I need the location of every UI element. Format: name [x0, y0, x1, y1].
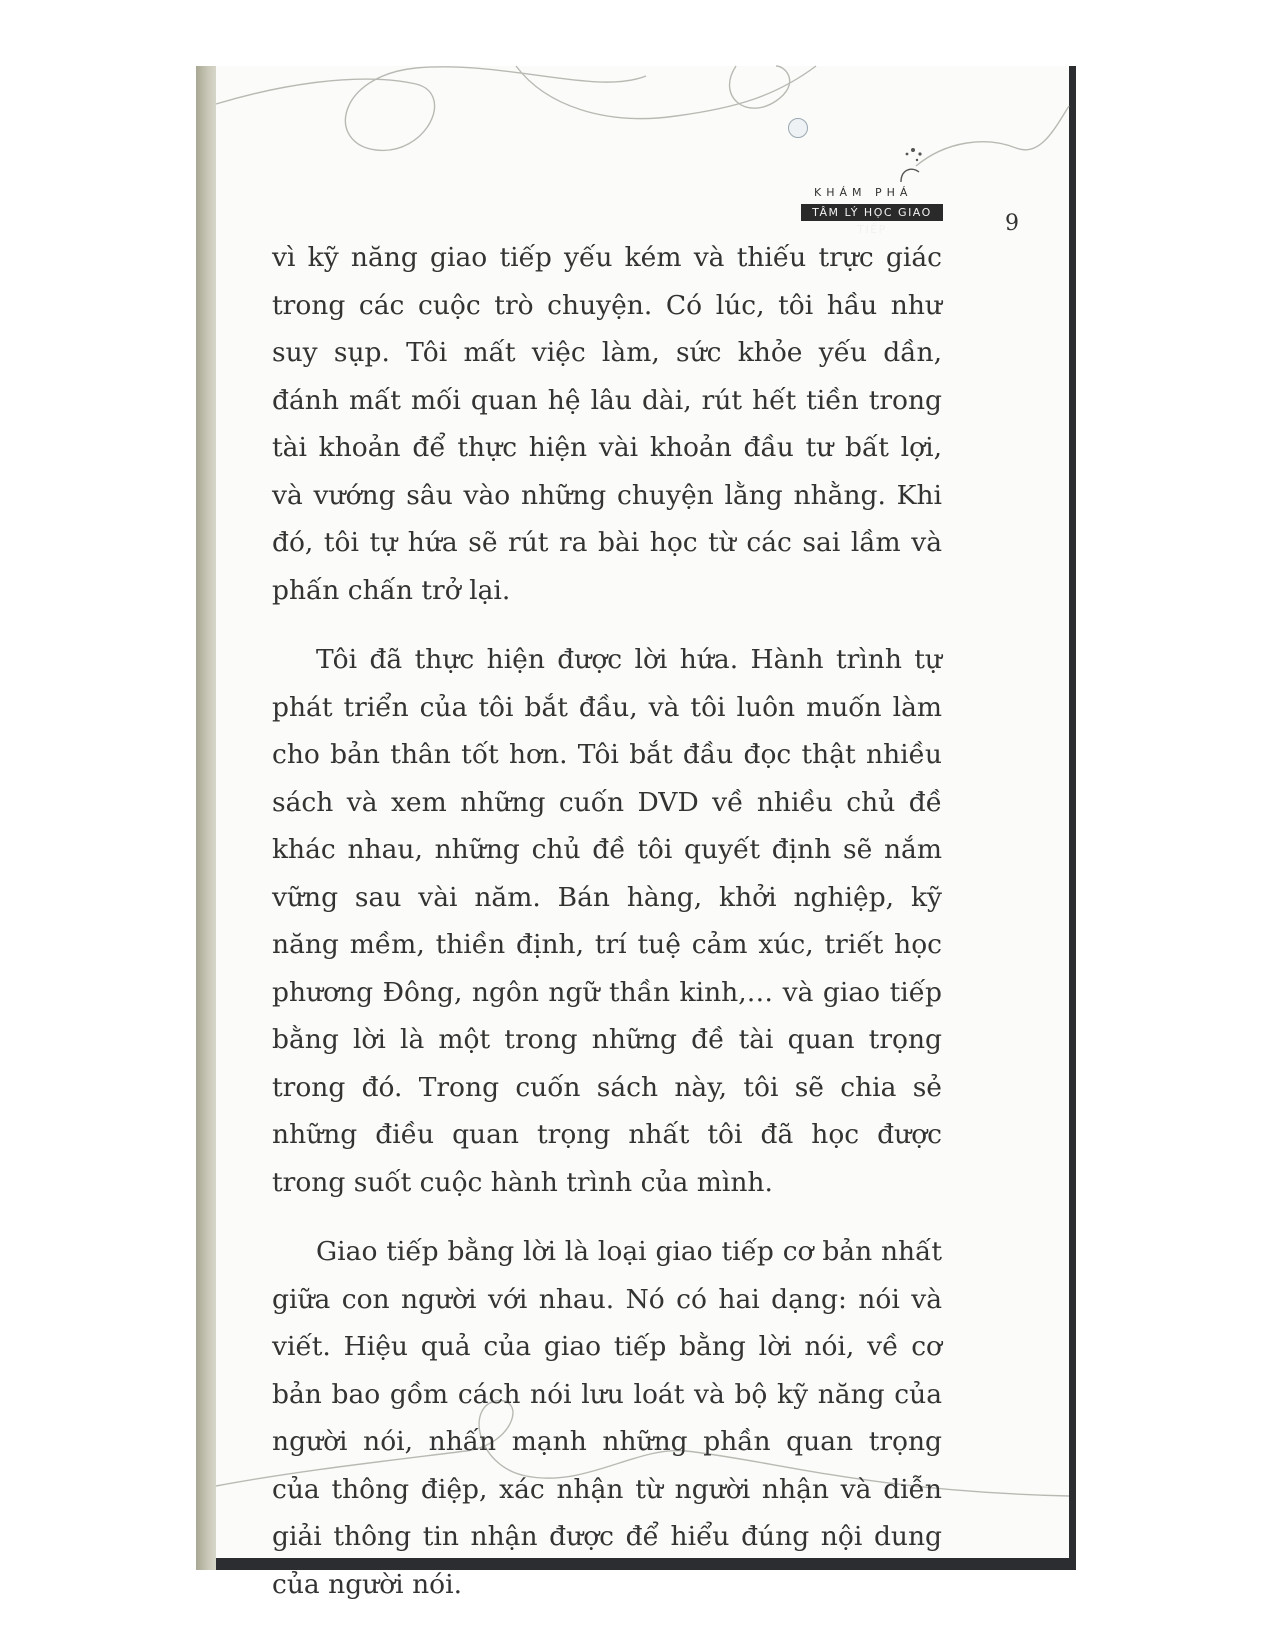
series-title-bar: TÂM LÝ HỌC GIAO TIẾP — [801, 204, 943, 221]
page-number: 9 — [1005, 211, 1019, 236]
body-text — [272, 234, 942, 1630]
book-page — [216, 66, 1069, 1600]
sparkle-icon — [893, 146, 933, 186]
book-spine-edge — [196, 66, 216, 1570]
paragraph-1: vì kỹ năng giao tiếp yếu kém và thiếu trực giác trong các cuộc trò chuyện. Có lúc, tôi hầu như suy sụp. Tôi mất việc làm, sức khỏe yếu dần, đánh mất mối quan hệ lâu dài, rút hết tiền trong tài khoản để thực hiện vài khoản đầu tư bất lợi, và vướng sâu vào những chuyện lằng nhằng. Khi đó, tôi tự hứa sẽ rút ra bài học từ các sai lầm và phấn chấn trở lại. — [272, 242, 942, 606]
top-swirl-left — [216, 67, 646, 151]
paragraph-2: Tôi đã thực hiện được lời hứa. Hành trình tự phát triển của tôi bắt đầu, và tôi luôn muốn làm cho bản thân tốt hơn. Tôi bắt đầu đọc thật nhiều sách và xem những cuốn DVD về nhiều chủ đề khác nhau, những chủ đề tôi quyết định sẽ nắm vững sau vài năm. Bán hàng, khởi nghiệp, kỹ năng mềm, thiền định, trí tuệ cảm xúc, triết học phương Đông, ngôn ngữ thần kinh,… và giao tiếp bằng lời là một trong những đề tài quan trọng trong đó. Trong cuốn sách này, tôi sẽ chia sẻ những điều quan trọng nhất tôi đã học được trong suốt cuộc hành trình của mình. — [272, 644, 942, 1198]
top-swirl-middle — [516, 66, 816, 119]
running-header — [788, 118, 938, 236]
top-swirl-right — [916, 106, 1069, 166]
series-label-top: KHÁM PHÁ — [814, 186, 913, 199]
series-logo-icon — [788, 118, 808, 138]
paragraph-3: Giao tiếp bằng lời là loại giao tiếp cơ bản nhất giữa con người với nhau. Nó có hai dạng: nói và viết. Hiệu quả của giao tiếp bằng lời nói, về cơ bản bao gồm cách nói lưu loát và bộ kỹ năng của người nói, nhấn mạnh những phần quan trọng của thông điệp, xác nhận từ người nhận và diễn giải thông tin nhận được để hiểu đúng nội dung của người nói. — [272, 1236, 942, 1600]
